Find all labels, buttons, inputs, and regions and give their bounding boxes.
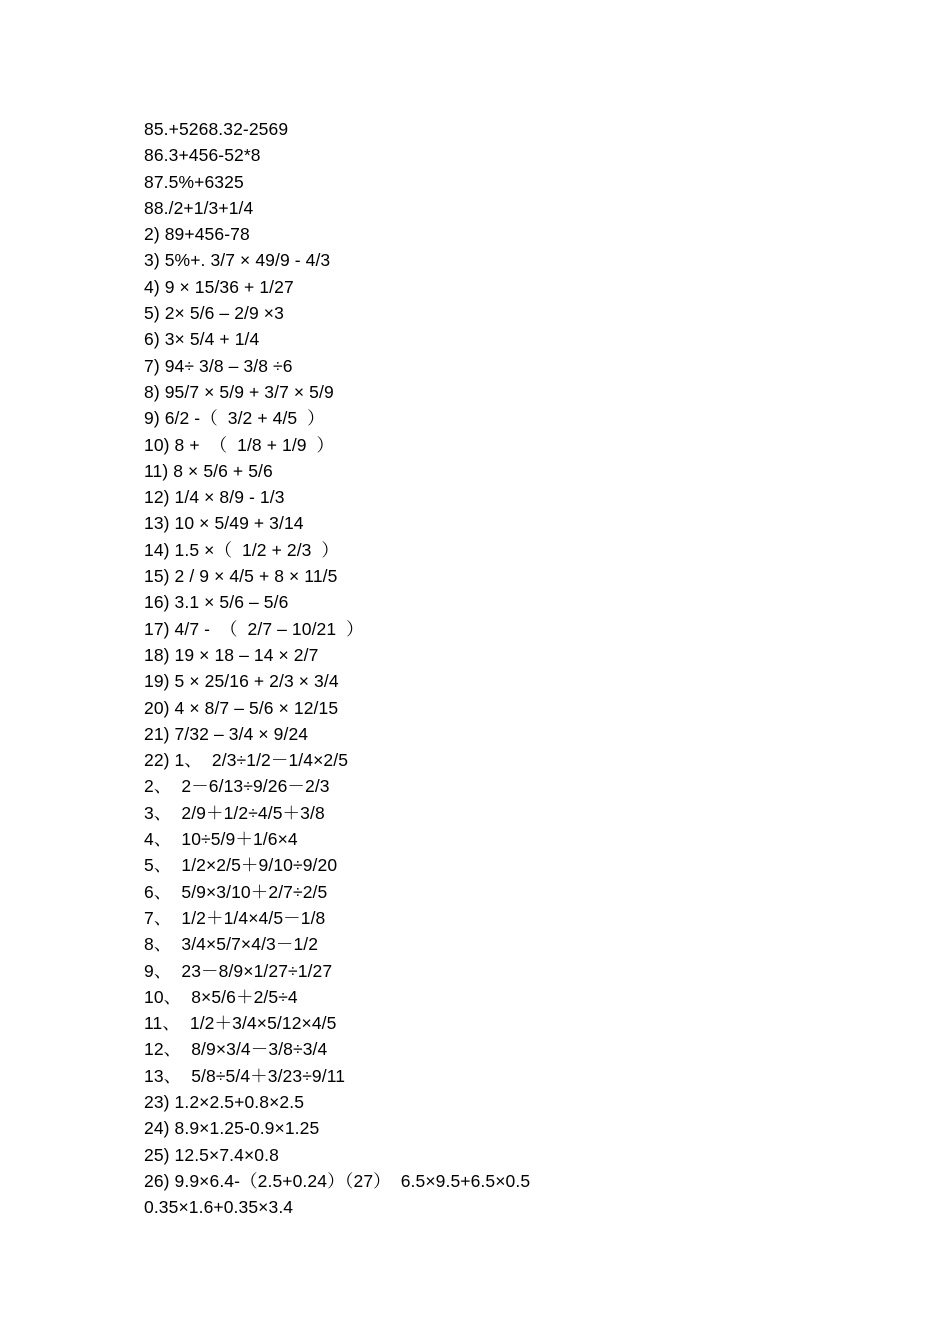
exercise-line: 24) 8.9×1.25-0.9×1.25: [144, 1118, 320, 1139]
exercise-line: 7、 1/2＋1/4×4/5－1/8: [144, 907, 326, 928]
exercise-line: 13、 5/8÷5/4＋3/23÷9/11: [144, 1065, 346, 1086]
exercise-line: 5) 2× 5/6 – 2/9 ×3: [144, 303, 284, 324]
exercise-line: 0.35×1.6+0.35×3.4: [144, 1197, 294, 1218]
exercise-line: 23) 1.2×2.5+0.8×2.5: [144, 1091, 305, 1112]
exercise-list: [144, 116, 924, 1220]
exercise-line: 13) 10 × 5/49 + 3/14: [144, 513, 304, 534]
exercise-line: 5、 1/2×2/5＋9/10÷9/20: [144, 855, 338, 876]
exercise-line: 18) 19 × 18 – 14 × 2/7: [144, 644, 319, 665]
exercise-line: 10) 8 + （ 1/8 + 1/9 ）: [144, 434, 335, 455]
exercise-line: 20) 4 × 8/7 – 5/6 × 12/15: [144, 697, 339, 718]
exercise-line: 19) 5 × 25/16 + 2/3 × 3/4: [144, 671, 339, 692]
exercise-line: 2) 89+456-78: [144, 224, 250, 245]
exercise-line: 8、 3/4×5/7×4/3－1/2: [144, 934, 319, 955]
exercise-line: 16) 3.1 × 5/6 – 5/6: [144, 592, 289, 613]
exercise-line: 86.3+456-52*8: [144, 145, 261, 166]
exercise-line: 17) 4/7 - （ 2/7 – 10/21 ）: [144, 618, 364, 639]
exercise-line: 22) 1、 2/3÷1/2－1/4×2/5: [144, 750, 349, 771]
exercise-line: 14) 1.5 ×（ 1/2 + 2/3 ）: [144, 539, 340, 560]
exercise-line: 88./2+1/3+1/4: [144, 197, 254, 218]
exercise-line: 25) 12.5×7.4×0.8: [144, 1144, 279, 1165]
exercise-line: 85.+5268.32-2569: [144, 119, 289, 139]
exercise-line: 4、 10÷5/9＋1/6×4: [144, 829, 298, 850]
exercise-line: 9、 23－8/9×1/27÷1/27: [144, 960, 333, 981]
exercise-line: 3、 2/9＋1/2÷4/5＋3/8: [144, 802, 325, 823]
exercise-line: 7) 94÷ 3/8 – 3/8 ÷6: [144, 355, 293, 376]
exercise-line: 11) 8 × 5/6 + 5/6: [144, 460, 273, 481]
exercise-line: 8) 95/7 × 5/9 + 3/7 × 5/9: [144, 381, 334, 402]
exercise-line: 9) 6/2 -（ 3/2 + 4/5 ）: [144, 408, 325, 429]
exercise-line: 10、 8×5/6＋2/5÷4: [144, 986, 298, 1007]
exercise-line: 12) 1/4 × 8/9 - 1/3: [144, 487, 285, 508]
exercise-line: 21) 7/32 – 3/4 × 9/24: [144, 723, 309, 744]
exercise-line: 11、 1/2＋3/4×5/12×4/5: [144, 1013, 337, 1034]
exercise-line: 12、 8/9×3/4－3/8÷3/4: [144, 1039, 328, 1060]
exercise-line: 3) 5%+. 3/7 × 49/9 - 4/3: [144, 250, 331, 271]
exercise-line: 2、 2－6/13÷9/26－2/3: [144, 776, 330, 797]
exercise-line: 6、 5/9×3/10＋2/7÷2/5: [144, 881, 328, 902]
exercise-line: 4) 9 × 15/36 + 1/27: [144, 276, 294, 297]
exercise-line: 6) 3× 5/4 + 1/4: [144, 329, 260, 350]
exercise-line: 87.5%+6325: [144, 171, 244, 192]
exercise-line: 26) 9.9×6.4-（2.5+0.24）（27） 6.5×9.5+6.5×0.5: [144, 1170, 531, 1191]
exercise-line: 15) 2 / 9 × 4/5 + 8 × 11/5: [144, 566, 338, 587]
